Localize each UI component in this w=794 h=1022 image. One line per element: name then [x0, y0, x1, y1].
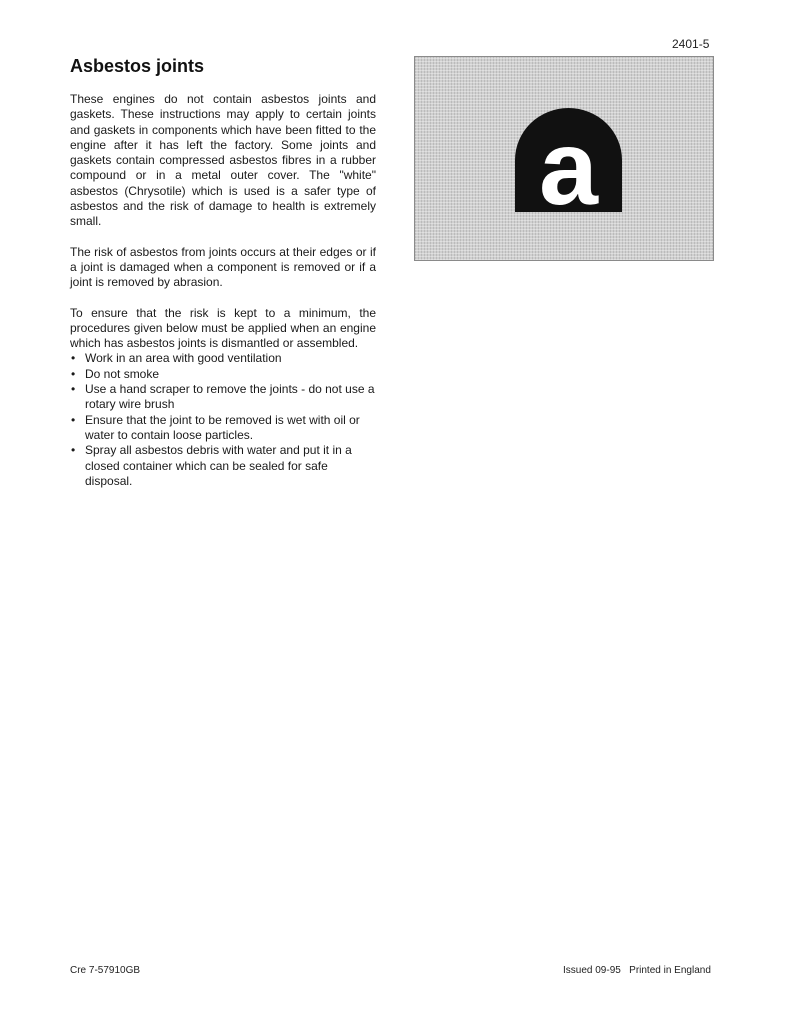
bullet-icon: •: [71, 382, 76, 397]
list-item-text: Work in an area with good ventilation: [85, 351, 282, 366]
list-item-text: Use a hand scraper to remove the joints - do not use a rotary wire brush: [85, 382, 375, 412]
intro-paragraph: These engines do not contain asbestos joints and gaskets. These instructions may apply to certain joints and gaskets in components which have been fitted to the engine after it has left the factory. Some joints and gaskets contain compressed asbestos fibres in a rubber compound or in a metal outer cover. The "white" asbestos (Chrysotile) which is used is a safer type of asbestos and the risk of damage to health is extremely small.: [70, 92, 376, 229]
list-item: [70, 413, 376, 444]
bullet-icon: •: [71, 443, 76, 458]
body-text-column: [70, 92, 376, 489]
list-item: [70, 382, 376, 413]
section-title: Asbestos joints: [70, 56, 205, 76]
asbestos-warning-icon: [515, 108, 622, 212]
list-item: [70, 367, 376, 382]
risk-paragraph: The risk of asbestos from joints occurs at their edges or if a joint is damaged when a component is removed or if a joint is removed by abrasion.: [70, 244, 376, 290]
asbestos-symbol-panel: [414, 56, 714, 261]
list-item-text: Do not smoke: [85, 366, 160, 381]
bullet-icon: •: [71, 366, 76, 381]
procedure-paragraph: To ensure that the risk is kept to a minimum, the procedures given below must be applied when an engine which has asbestos joints is dismantled or assembled.: [70, 305, 376, 351]
bullet-icon: •: [71, 412, 76, 427]
list-item: [70, 351, 376, 366]
list-item: [70, 443, 376, 489]
document-code: Cre 7-57910GB: [70, 965, 141, 976]
page-number: 2401-5: [672, 37, 710, 51]
symbol-letter: a: [539, 109, 598, 212]
list-item-text: Ensure that the joint to be removed is wet with oil or water to contain loose particles.: [85, 412, 360, 442]
list-item-text: Spray all asbestos debris with water and put it in a closed container which can be sealed for safe disposal.: [85, 443, 352, 488]
procedure-list: [70, 351, 376, 489]
bullet-icon: •: [71, 351, 76, 366]
issue-info: Issued 09-95 Printed in England: [563, 965, 711, 976]
